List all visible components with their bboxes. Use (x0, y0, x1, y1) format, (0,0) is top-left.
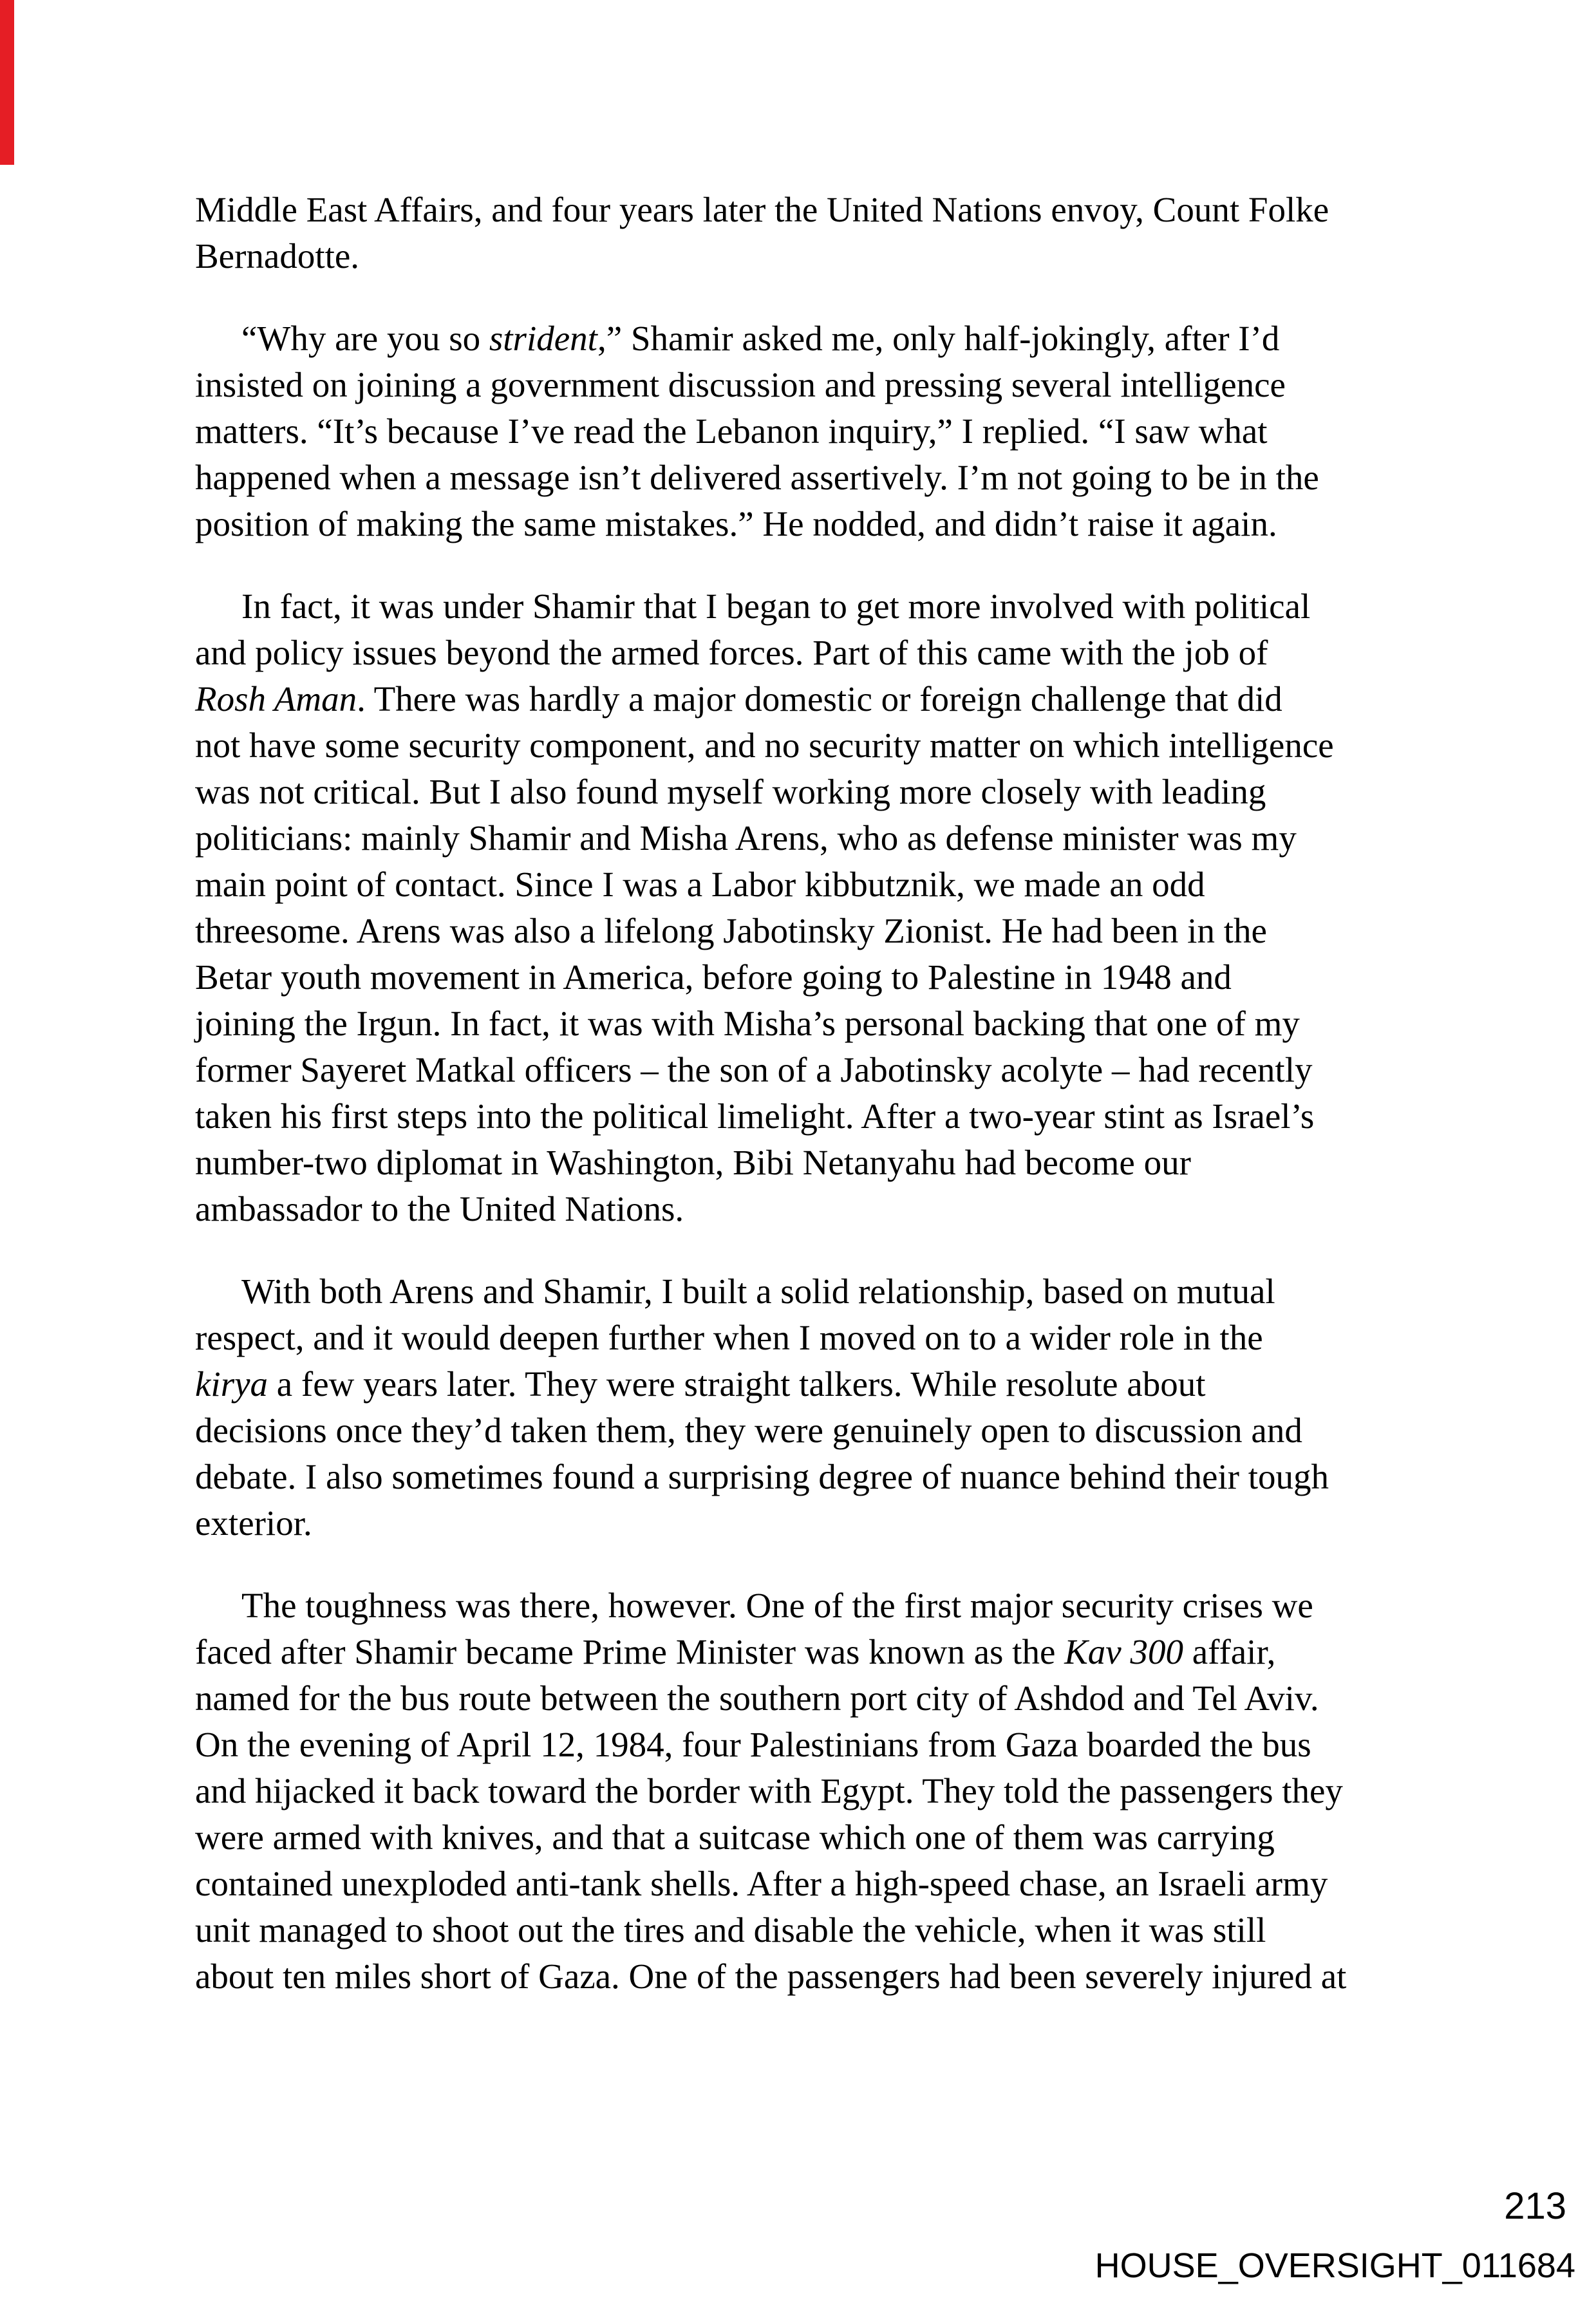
text-segment: debate. I also sometimes found a surprising degree of nuance behind their tough (195, 1457, 1329, 1496)
text-segment: matters. “It’s because I’ve read the Lebanon inquiry,” I replied. “I saw what (195, 411, 1268, 451)
text-segment: number-two diplomat in Washington, Bibi Netanyahu had become our (195, 1143, 1191, 1182)
text-line (195, 408, 1429, 455)
text-segment: and policy issues beyond the armed forces. Part of this came with the job of (195, 633, 1268, 672)
text-segment: affair, (1183, 1632, 1276, 1671)
text-line (195, 1361, 1429, 1407)
text-line (195, 1814, 1429, 1861)
text-line (195, 861, 1429, 908)
text-segment: unit managed to shoot out the tires and disable the vehicle, when it was still (195, 1910, 1266, 1950)
text-segment: threesome. Arens was also a lifelong Jabotinsky Zionist. He had been in the (195, 911, 1267, 950)
body-text (195, 187, 1429, 2000)
text-segment: politicians: mainly Shamir and Misha Arens, who as defense minister was my (195, 818, 1297, 858)
text-line (195, 1861, 1429, 1907)
text-line (195, 1268, 1429, 1315)
text-segment: . There was hardly a major domestic or foreign challenge that did (357, 679, 1282, 719)
text-line (195, 187, 1429, 233)
text-line (195, 1629, 1429, 1675)
text-segment: exterior. (195, 1503, 312, 1543)
text-line (195, 1315, 1429, 1361)
text-segment: was not critical. But I also found myself working more closely with leading (195, 772, 1266, 811)
text-segment: position of making the same mistakes.” He nodded, and didn’t raise it again. (195, 504, 1277, 543)
text-segment: ambassador to the United Nations. (195, 1189, 684, 1228)
text-segment: respect, and it would deepen further when I moved on to a wider role in the (195, 1318, 1263, 1357)
text-line (195, 1001, 1429, 1047)
text-segment: kirya (195, 1364, 268, 1404)
text-line (195, 501, 1429, 547)
text-line (195, 676, 1429, 722)
text-segment: Betar youth movement in America, before going to Palestine in 1948 and (195, 957, 1232, 997)
text-segment: happened when a message isn’t delivered assertively. I’m not going to be in the (195, 458, 1319, 497)
paragraph (195, 315, 1429, 547)
text-line (195, 908, 1429, 954)
text-segment: With both Arens and Shamir, I built a solid relationship, based on mutual (241, 1272, 1275, 1311)
text-segment: and hijacked it back toward the border with Egypt. They told the passengers they (195, 1771, 1343, 1810)
text-segment: former Sayeret Matkal officers – the son of a Jabotinsky acolyte – had recently (195, 1050, 1313, 1089)
text-line (195, 315, 1429, 362)
text-line (195, 954, 1429, 1001)
text-line (195, 722, 1429, 769)
text-line (195, 1583, 1429, 1629)
text-segment: a few years later. They were straight talkers. While resolute about (268, 1364, 1206, 1404)
text-segment: decisions once they’d taken them, they were genuinely open to discussion and (195, 1411, 1302, 1450)
text-line (195, 1907, 1429, 1953)
text-line (195, 815, 1429, 861)
text-segment: ,” Shamir asked me, only half-jokingly, after I’d (597, 319, 1280, 358)
text-segment: Kav 300 (1064, 1632, 1183, 1671)
text-line (195, 1407, 1429, 1454)
text-segment: not have some security component, and no security matter on which intelligence (195, 726, 1334, 765)
red-scan-mark (0, 0, 14, 165)
paragraph (195, 187, 1429, 279)
paragraph (195, 583, 1429, 1232)
text-line (195, 1953, 1429, 2000)
text-segment: joining the Irgun. In fact, it was with Misha’s personal backing that one of my (195, 1004, 1300, 1043)
text-line (195, 769, 1429, 815)
text-line (195, 1768, 1429, 1814)
text-line (195, 583, 1429, 630)
text-segment: taken his first steps into the political limelight. After a two-year stint as Israel’s (195, 1096, 1315, 1136)
text-line (195, 1675, 1429, 1722)
text-segment: faced after Shamir became Prime Minister was known as the (195, 1632, 1065, 1671)
text-segment: In fact, it was under Shamir that I began to get more involved with political (241, 587, 1311, 626)
text-line (195, 1454, 1429, 1500)
text-segment: insisted on joining a government discussion and pressing several intelligence (195, 365, 1286, 404)
text-segment: named for the bus route between the southern port city of Ashdod and Tel Aviv. (195, 1678, 1319, 1718)
text-segment: main point of contact. Since I was a Labor kibbutznik, we made an odd (195, 865, 1205, 904)
text-segment: contained unexploded anti-tank shells. After a high-speed chase, an Israeli army (195, 1864, 1328, 1903)
text-segment: strident (489, 319, 597, 358)
paragraph (195, 1268, 1429, 1546)
text-line (195, 1047, 1429, 1093)
text-segment: about ten miles short of Gaza. One of the passengers had been severely injured at (195, 1957, 1347, 1996)
text-segment: were armed with knives, and that a suitcase which one of them was carrying (195, 1818, 1275, 1857)
paragraph (195, 1583, 1429, 2000)
text-segment: Rosh Aman (195, 679, 357, 719)
text-line (195, 1093, 1429, 1140)
text-segment: The toughness was there, however. One of the first major security crises we (241, 1586, 1313, 1625)
bates-stamp: HOUSE_OVERSIGHT_011684 (1094, 2246, 1575, 2285)
text-segment: “Why are you so (241, 319, 489, 358)
text-line (195, 1186, 1429, 1232)
text-line (195, 455, 1429, 501)
page-number: 213 (1504, 2185, 1566, 2227)
text-line (195, 362, 1429, 408)
text-segment: Middle East Affairs, and four years later the United Nations envoy, Count Folke (195, 190, 1329, 229)
text-line (195, 233, 1429, 279)
text-line (195, 1500, 1429, 1546)
text-segment: On the evening of April 12, 1984, four Palestinians from Gaza boarded the bus (195, 1725, 1311, 1764)
text-line (195, 1722, 1429, 1768)
text-line (195, 630, 1429, 676)
text-line (195, 1140, 1429, 1186)
text-segment: Bernadotte. (195, 236, 360, 276)
